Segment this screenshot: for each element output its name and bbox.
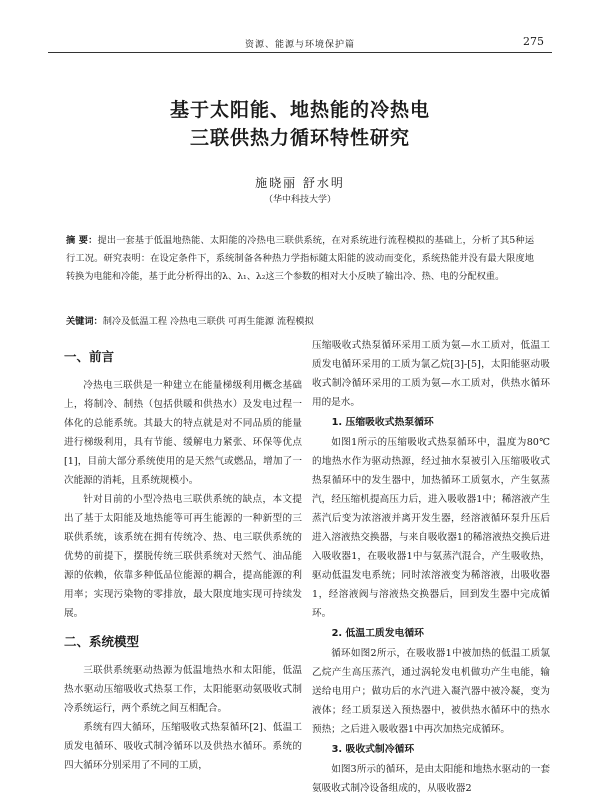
- page-number: 275: [523, 35, 544, 48]
- subsection-heading-power-cycle: 2. 低温工质发电循环: [331, 628, 424, 639]
- keywords-text: 制冷及低温工程 冷热电三联供 可再生能源 流程模拟: [102, 316, 314, 327]
- paragraph: 系统有四大循环，压缩吸收式热泵循环[2]、低温工质发电循环、吸收式制冷循环以及供热水循环。系统的四大循环分别采用了不同的工质，: [64, 722, 302, 771]
- left-column: [64, 338, 302, 775]
- abstract-text: 提出一套基于低温地热能、太阳能的冷热电三联供系统，在对系统进行流程模拟的基础上，分析了其5种运行工况。研究表明：在设定条件下，系统制备各种热力学指标随太阳能的波动而变化，系统热能并没有最大限度地转换为电能和冷能，基于此分析得出的λ、λ₁、λ₂这三个参数的相对大小反映了输出冷、热、电的分配权重。: [66, 235, 535, 282]
- abstract: [66, 232, 534, 286]
- authors: 施晓丽 舒水明: [255, 176, 345, 190]
- keywords: [66, 314, 534, 330]
- paper-title: [0, 96, 600, 152]
- subsection-heading-heat-pump: 1. 压缩吸收式热泵循环: [331, 417, 434, 428]
- paragraph: 三联供系统驱动热源为低温地热水和太阳能，低温热水驱动压缩吸收式热泵工作，太阳能驱动氨吸收式制冷系统运行，两个系统之间互相配合。: [64, 665, 302, 714]
- paragraph: 压缩吸收式热泵循环采用工质为氨—水工质对，低温工质发电循环采用的工质为氯乙烷[3]-[5]，太阳能驱动吸收式制冷循环采用的工质为氨—水工质对，供热水循环用的是水。: [312, 340, 550, 408]
- title-line-1: 基于太阳能、地热能的冷热电: [169, 99, 430, 121]
- page-header: [48, 34, 552, 53]
- section-heading-introduction: 一、前言: [64, 349, 115, 364]
- paragraph: 如图3所示的循环，是由太阳能和地热水驱动的一套氨吸收式制冷设备组成的，从吸收器2: [312, 764, 550, 794]
- section-heading-system-model: 二、系统模型: [64, 634, 140, 649]
- title-line-2: 三联供热力循环特性研究: [189, 127, 410, 149]
- abstract-label: 摘 要：: [66, 235, 98, 246]
- paragraph: 如图1所示的压缩吸收式热泵循环中，温度为80℃的地热水作为驱动热源，经过抽水泵被引入压缩吸收式热泵循环中的发生器中，加热循环工质氨水，产生氨蒸汽，经压缩机提高压力后，进入吸收器1中；稀溶液产生蒸汽后变为浓溶液并离开发生器，经溶液循环泵升压后进入溶液热交换器，与来自吸收器1的稀溶液热交换后进入吸收器1，在吸收器1中与氨蒸汽混合，产生吸收热，驱动低温发电系统；同时浓溶液变为稀溶液，出吸收器1，经溶液阀与溶液热交换器后，回到发生器中完成循环。: [312, 437, 550, 619]
- affiliation: （华中科技大学）: [263, 195, 336, 205]
- paragraph: 循环如图2所示，在吸收器1中被加热的低温工质氯乙烷产生高压蒸汽，通过涡轮发电机做功产生电能，输送给电用户；做功后的水汽进入凝汽器中被冷凝，变为液体；经工质泵送入预热器中，被供热水循环中的热水预热；之后进入吸收器1中再次加热完成循环。: [312, 648, 550, 735]
- paragraph: 针对目前的小型冷热电三联供系统的缺点，本文提出了基于太阳能及地热能等可再生能源的一种新型的三联供系统，该系统在拥有传统冷、热、电三联供系统的优势的前提下，摆脱传统三联供系统对天然气、油品能源的依赖，依靠多种低品位能源的耦合，提高能源的利用率；实现污染物的零排放，最大限度地实现可持续发展。: [64, 494, 302, 619]
- right-column: [312, 336, 550, 798]
- running-header-section: 资源、能源与环境保护篇: [244, 40, 355, 50]
- subsection-heading-absorption-refrigeration: 3. 吸收式制冷循环: [331, 744, 415, 755]
- paragraph: 冷热电三联供是一种建立在能量梯级利用概念基础上，将制冷、制热（包括供暖和供热水）及发电过程一体化的总能系统。其最大的特点就是对不同品质的能量进行梯级利用，具有节能、缓解电力紧张、环保等优点[1]，目前大部分系统使用的是天然气或燃品，增加了一次能源的消耗，且系统规模小。: [64, 380, 302, 486]
- keywords-label: 关键词：: [66, 316, 103, 327]
